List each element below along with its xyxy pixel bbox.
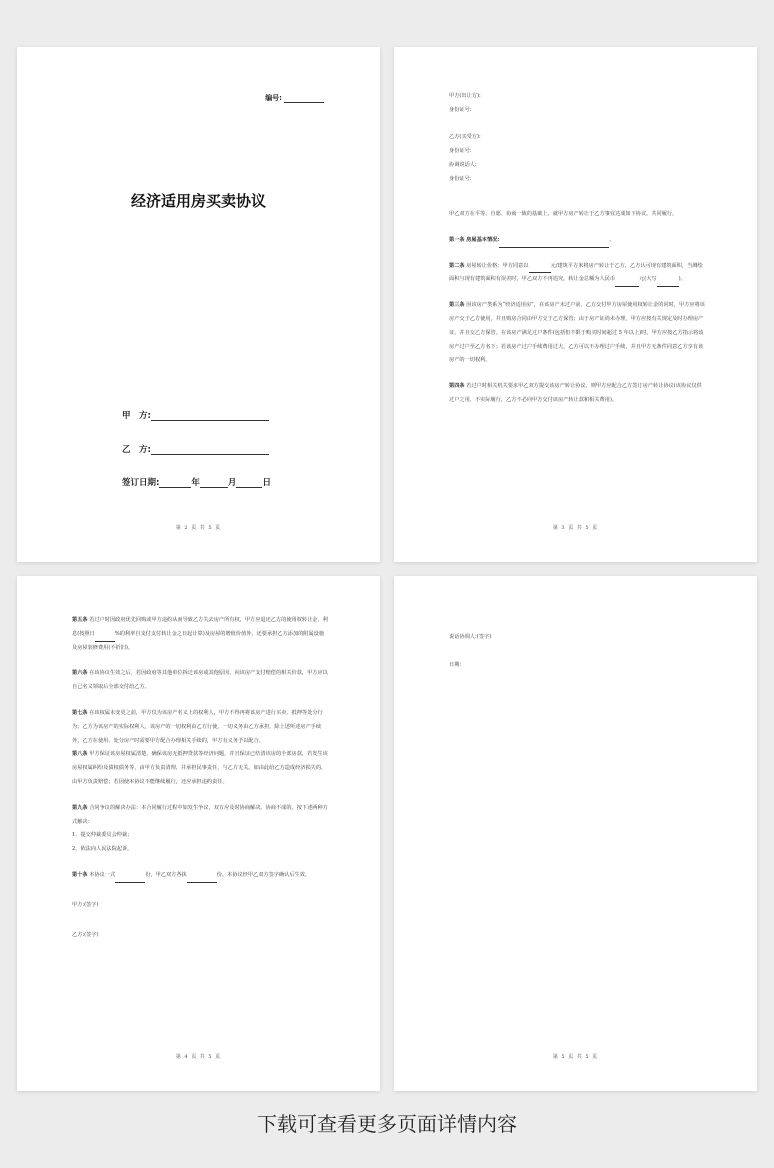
sign-date-field <box>122 476 271 488</box>
agreement-body <box>449 208 705 408</box>
article-6-title: 第六条 <box>72 670 88 677</box>
header-line: 协调说话人: <box>449 161 477 168</box>
header-line: 甲方(出让方): <box>449 93 481 99</box>
page-number: 第 5 页 共 5 页 <box>552 1054 599 1060</box>
article-4 <box>449 380 705 408</box>
article-3-title: 第三条 <box>449 302 465 309</box>
article-8-title: 第八条 <box>72 751 88 758</box>
article-10-title: 第十条 <box>72 871 88 878</box>
contract-number <box>265 93 324 103</box>
day-line <box>236 478 262 488</box>
party-b-field <box>122 443 269 455</box>
article-5 <box>72 614 328 655</box>
article-9-title: 第九条 <box>72 804 88 811</box>
signature-block <box>449 631 705 673</box>
contract-number-label: 编号: <box>265 94 282 102</box>
article-10 <box>72 869 328 883</box>
party-b-signature: 乙方:(签字) <box>72 931 99 938</box>
article-10-text-c: 份。本协议经甲乙双方签字确认后生效。 <box>216 871 311 878</box>
copies-each-blank <box>187 877 217 883</box>
page-number: 第 4 页 共 5 页 <box>175 1054 222 1060</box>
article-9 <box>72 802 328 830</box>
page-number: 第 3 页 共 5 页 <box>552 525 599 531</box>
article-2 <box>449 260 705 288</box>
sign-date-label: 签订日期: <box>122 478 160 488</box>
article-10-text-b: 份，甲乙双方各执 <box>145 871 187 878</box>
header-line: 乙方(买受方): <box>449 134 481 141</box>
intro-paragraph: 甲乙双方在平等、自愿、协商一致的基础上，就甲方房产转让于乙方事宜达成如下协议，共同履行。 <box>449 211 678 217</box>
header-line: 身份证号: <box>449 106 472 113</box>
mediator-signature: 说话协调人:(签字) <box>449 634 492 640</box>
day-label: 日 <box>262 478 271 488</box>
page-4 <box>17 576 380 1091</box>
party-b-line <box>151 445 269 455</box>
article-9-text: 合同争议的解决办法：本合同履行过程中如发生争议，双方应及时协商解决。协商不成的，按下述两种方式解决： <box>72 804 328 825</box>
party-a-field <box>122 409 269 421</box>
page-number: 第 2 页 共 5 页 <box>175 525 222 531</box>
party-b-label: 乙 方: <box>122 445 151 455</box>
article-2-text-a: 房屋转让价格：甲方同意以 <box>466 262 529 269</box>
contract-number-line <box>284 95 324 103</box>
document-title: 经济适用房买卖协议 <box>130 192 266 210</box>
article-2-text-d: )。 <box>678 276 686 283</box>
interest-rate-blank <box>95 636 115 642</box>
article-8 <box>72 748 328 789</box>
page-3 <box>394 47 757 562</box>
article-7-text: 在该权属未变更之前，甲方仅为该房产名义上的权利人，甲方不得再将该房产进行买卖、抵押等处分行为；乙方为该房产的实际权利人，该房产的一切权利由乙方行使，一切义务由乙方承担，除上述所述房产手续外，乙方在使用、处分房产时需要甲方配合办理相关手续的，甲方有义务予以配合。 <box>72 709 323 744</box>
header-line: 身份证号: <box>449 148 472 155</box>
article-7 <box>72 707 328 748</box>
article-6-text: 在该协议生效之后，若因政府等其他单位拆迁该房或其他原因，向该房产支付赔偿的相关价款，甲方应以自己名义领取后全部交付给乙方。 <box>72 670 328 691</box>
article-9-option-1: 1、提交仲裁委员会仲裁； <box>72 832 133 839</box>
download-banner: 下载可查看更多页面详情内容 <box>257 1112 517 1136</box>
copies-blank <box>115 877 145 883</box>
price-blank <box>529 267 551 273</box>
party-a-signature: 甲方:(签字) <box>72 901 99 908</box>
header-line: 身份证号: <box>449 175 472 182</box>
article-7-title: 第七条 <box>72 709 88 716</box>
article-1: 第一条 房屋基本情况: 。 <box>449 234 705 248</box>
party-a-line <box>151 411 269 421</box>
total-blank <box>615 281 639 287</box>
agreement-body <box>72 614 328 942</box>
article-3 <box>449 299 705 368</box>
article-5-title: 第五条 <box>72 617 88 623</box>
article-2-title: 第二条 <box>449 262 465 269</box>
parties-block <box>449 90 711 187</box>
article-2-text-b: 元/建筑平方米将房产转让于乙方，乙方认可现有建筑面积，当测绘面积与现有建筑面积有误差时，甲乙双方不再追究，转让金总额为人民币 <box>449 262 703 283</box>
month-label: 月 <box>227 478 237 488</box>
article-4-text: 若过户时相关机关要求甲乙双方提交该房产转让协议，则甲方应配合乙方签订房产转让协议(该协议仅供过户之用，不实际履行，乙方不必向甲方交付该房产转让款和相关费用)。 <box>449 383 702 403</box>
month-line <box>200 478 228 488</box>
year-label: 年 <box>191 478 200 488</box>
article-5-text-a: 若过户时因政府优先回购或甲方违约从而导致乙方失去房产所有权，甲方应退还乙方的使用权转让金、利息(按照日 <box>72 617 328 637</box>
article-1-blank <box>499 242 609 248</box>
article-5-text-b: %的利率自支付支付转让金之日起计算)及房屋的增值价值外，还要承担乙方添加的附属设施及房屋装修费用(不折旧)。 <box>72 630 325 651</box>
article-1-title: 第一条 <box>449 236 465 243</box>
article-6 <box>72 667 328 695</box>
article-9-option-2: 2、依法向人民法院起诉。 <box>72 846 133 853</box>
year-line <box>159 478 191 488</box>
article-8-text: 甲方保证该房屋权属清楚，确保该房无抵押贷款等经济问题，并且保证已结清该房的全部房款，若发生该房屋权属纠纷及债权债务等，由甲方负责清理，并承担民事责任，与乙方无关。如由此给乙方造成经济损失的，由甲方负责赔偿；若因使本协议不能继续履行，还应承担违约责任。 <box>72 751 328 785</box>
header-line <box>449 118 711 132</box>
page-5 <box>394 576 757 1091</box>
article-10-text-a: 本协议一式 <box>89 871 116 878</box>
article-2-text-c: 元(大写 <box>639 276 657 283</box>
total-uppercase-blank <box>657 281 679 287</box>
article-1-label: 房屋基本情况: <box>466 236 500 243</box>
article-4-title: 第四条 <box>449 383 465 390</box>
page-2-cover <box>17 47 380 562</box>
article-3-text: 因该房产类系为“经济适用房”，在该房产未过户前，乙方交付甲方房屋使用权转让金的同时，甲方应将该房产交于乙方使用，并且购房合同由甲方交于乙方保管；由于房产证尚未办理，甲方应按有关规定及时办理房产证，并且交乙方保管。在该房产满足过户条件(包括但不限于购买时间超过 5 年以上)时，甲方应按乙方指示将该房产过户至乙方名下；若该房产过户手续费用过大，乙方可以不办理过户手续，并且甲方无条件同意乙方享有该房产的一切权利。 <box>449 302 705 364</box>
party-a-label: 甲 方: <box>122 411 151 421</box>
date-field: 日期: <box>449 661 462 668</box>
